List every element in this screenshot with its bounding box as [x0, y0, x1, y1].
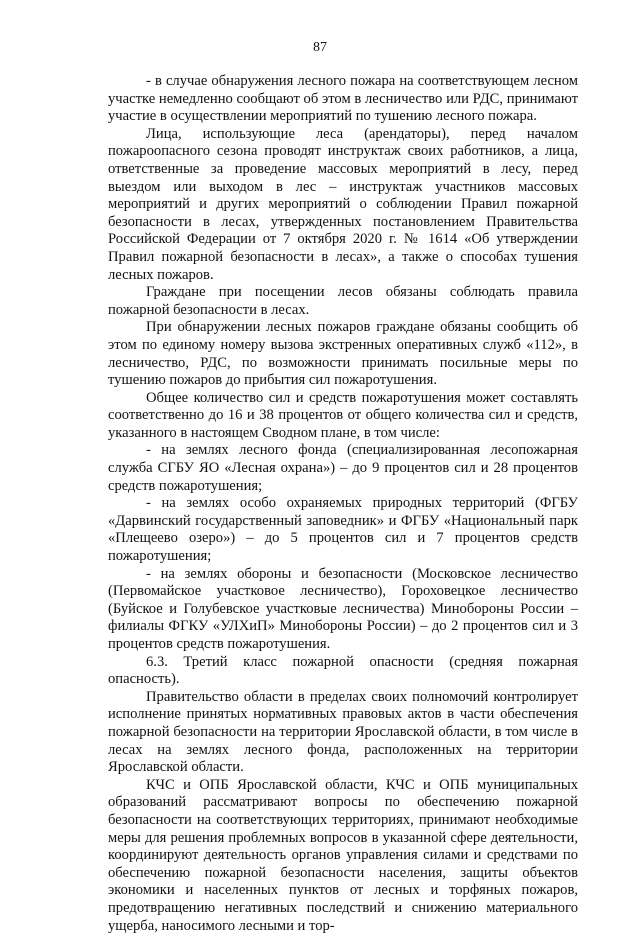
paragraph-kchs-opb: КЧС и ОПБ Ярославской области, КЧС и ОПБ муниципальных образований рассматривают вопросы по обеспечению пожарной безопасности на соответствующих территориях, принимают необходимые меры для решения проблемных вопросов в указанной сфере деятельности, координируют деятельность органов управления силами и средствами по обеспечению пожарной безопасности населения, защиты объектов экономики и населенных пунктов от лесных и торфяных пожаров, предотвращению негативных последствий и снижению материального ущерба, наносимого лесными и тор-: [108, 776, 578, 934]
paragraph-citizens-reporting: При обнаружении лесных пожаров граждане обязаны сообщить об этом по единому номеру вызова экстренных оперативных служб «112», в лесничество, РДС, по возможности принимать посильные меры по тушению пожаров до прибытия сил пожаротушения.: [108, 319, 578, 389]
paragraph-tenants-instruction: Лица, использующие леса (арендаторы), перед началом пожароопасного сезона проводят инструктаж своих работников, а лица, ответственные за проведение массовых мероприятий в лесу, перед выездом или выходом в лес – инструктаж участников массовых мероприятий и других мероприятий о соблюдении Правил пожарной безопасности в лесах, утвержденных постановлением Правительства Российской Федерации от 7 октября 2020 г. № 1614 «Об утверждении Правил пожарной безопасности в лесах», а также о способах тушения лесных пожаров.: [108, 125, 578, 283]
paragraph-total-forces: Общее количество сил и средств пожаротушения может составлять соответственно до 16 и 38 процентов от общего количества сил и средств, указанного в настоящем Сводном плане, в том числе:: [108, 389, 578, 441]
paragraph-forest-fund-lands: - на землях лесного фонда (специализированная лесопожарная служба СГБУ ЯО «Лесная охрана») – до 9 процентов сил и 28 процентов средств пожаротушения;: [108, 442, 578, 494]
paragraph-fire-detection-duties: - в случае обнаружения лесного пожара на соответствующем лесном участке немедленно сообщают об этом в лесничество или РДС, принимают участие в осуществлении мероприятий по тушению лесного пожара.: [108, 73, 578, 125]
paragraph-defense-lands: - на землях обороны и безопасности (Московское лесничество (Первомайское участковое лесничество), Гороховецкое лесничество (Буйское и Голубевское участковые лесничества) Минобороны России – филиалы ФГКУ «УЛХиП» Минобороны России) – до 2 процентов сил и 3 процентов средств пожаротушения.: [108, 565, 578, 652]
section-heading-6-3: 6.3. Третий класс пожарной опасности (средняя пожарная опасность).: [108, 653, 578, 688]
page-number: 87: [313, 40, 327, 55]
paragraph-government-control: Правительство области в пределах своих полномочий контролирует исполнение принятых нормативных правовых актов в части обеспечения пожарной безопасности на территории Ярославской области, в том числе в лесах на землях лесного фонда, расположенных на территории Ярославской области.: [108, 688, 578, 776]
paragraph-citizens-rules: Граждане при посещении лесов обязаны соблюдать правила пожарной безопасности в лесах.: [108, 284, 578, 318]
paragraph-protected-territories: - на землях особо охраняемых природных территорий (ФГБУ «Дарвинский государственный заповедник» и ФГБУ «Национальный парк «Плещеево озеро») – до 5 процентов сил и 7 процентов средств пожаротушения;: [108, 495, 578, 565]
page-body: [108, 73, 578, 935]
